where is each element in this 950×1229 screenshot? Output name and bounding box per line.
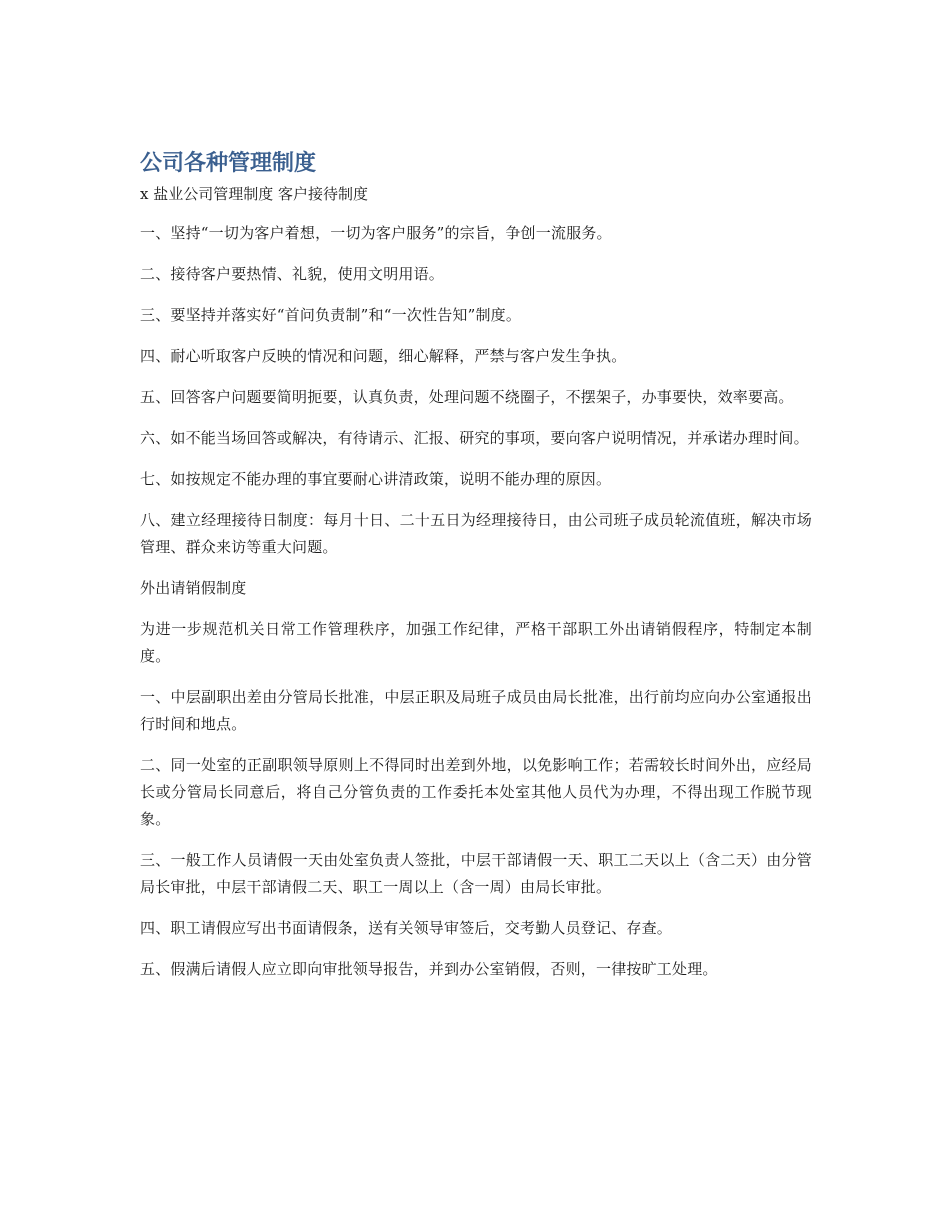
paragraph-2: 二、接待客户要热情、礼貌，使用文明用语。 bbox=[140, 265, 445, 283]
paragraph-12: 四、职工请假应写出书面请假条，送有关领导审签后，交考勤人员登记、存查。 bbox=[140, 919, 673, 937]
paragraph-5: 五、回答客户问题要简明扼要，认真负责，处理问题不绕圈子，不摆架子，办事要快，效率要高。 bbox=[140, 388, 794, 406]
paragraph-11: 三、一般工作人员请假一天由处室负责人签批，中层干部请假一天、职工二天以上（含二天）由分管局长审批，中层干部请假二天、职工一周以上（含一周）由局长审批。 bbox=[140, 851, 812, 896]
paragraph-intro: 为进一步规范机关日常工作管理秩序，加强工作纪律，严格干部职工外出请销假程序，特制定本制度。 bbox=[140, 620, 812, 665]
document-subtitle: x 盐业公司管理制度 客户接待制度 bbox=[140, 185, 368, 203]
section-heading-leave-policy: 外出请销假制度 bbox=[140, 579, 247, 597]
paragraph-7: 七、如按规定不能办理的事宜要耐心讲清政策，说明不能办理的原因。 bbox=[140, 470, 612, 488]
paragraph-4: 四、耐心听取客户反映的情况和问题，细心解释，严禁与客户发生争执。 bbox=[140, 347, 627, 365]
paragraph-6: 六、如不能当场回答或解决，有待请示、汇报、研究的事项，要向客户说明情况，并承诺办理时间。 bbox=[140, 429, 809, 447]
paragraph-8: 八、建立经理接待日制度：每月十日、二十五日为经理接待日，由公司班子成员轮流值班，解决市场管理、群众来访等重大问题。 bbox=[140, 511, 812, 556]
paragraph-13: 五、假满后请假人应立即向审批领导报告，并到办公室销假，否则，一律按旷工处理。 bbox=[140, 960, 718, 978]
paragraph-9: 一、中层副职出差由分管局长批准，中层正职及局班子成员由局长批准，出行前均应向办公室通报出行时间和地点。 bbox=[140, 688, 812, 733]
document-title: 公司各种管理制度 bbox=[140, 151, 317, 176]
paragraph-1: 一、坚持“一切为客户着想，一切为客户服务”的宗旨，争创一流服务。 bbox=[140, 224, 612, 242]
paragraph-10: 二、同一处室的正副职领导原则上不得同时出差到外地，以免影响工作；若需较长时间外出，应经局长或分管局长同意后，将自己分管负责的工作委托本处室其他人员代为办理，不得出现工作脱节现象。 bbox=[140, 756, 812, 828]
paragraph-3: 三、要坚持并落实好“首问负责制”和“一次性告知”制度。 bbox=[140, 306, 522, 324]
document-page bbox=[140, 148, 812, 997]
